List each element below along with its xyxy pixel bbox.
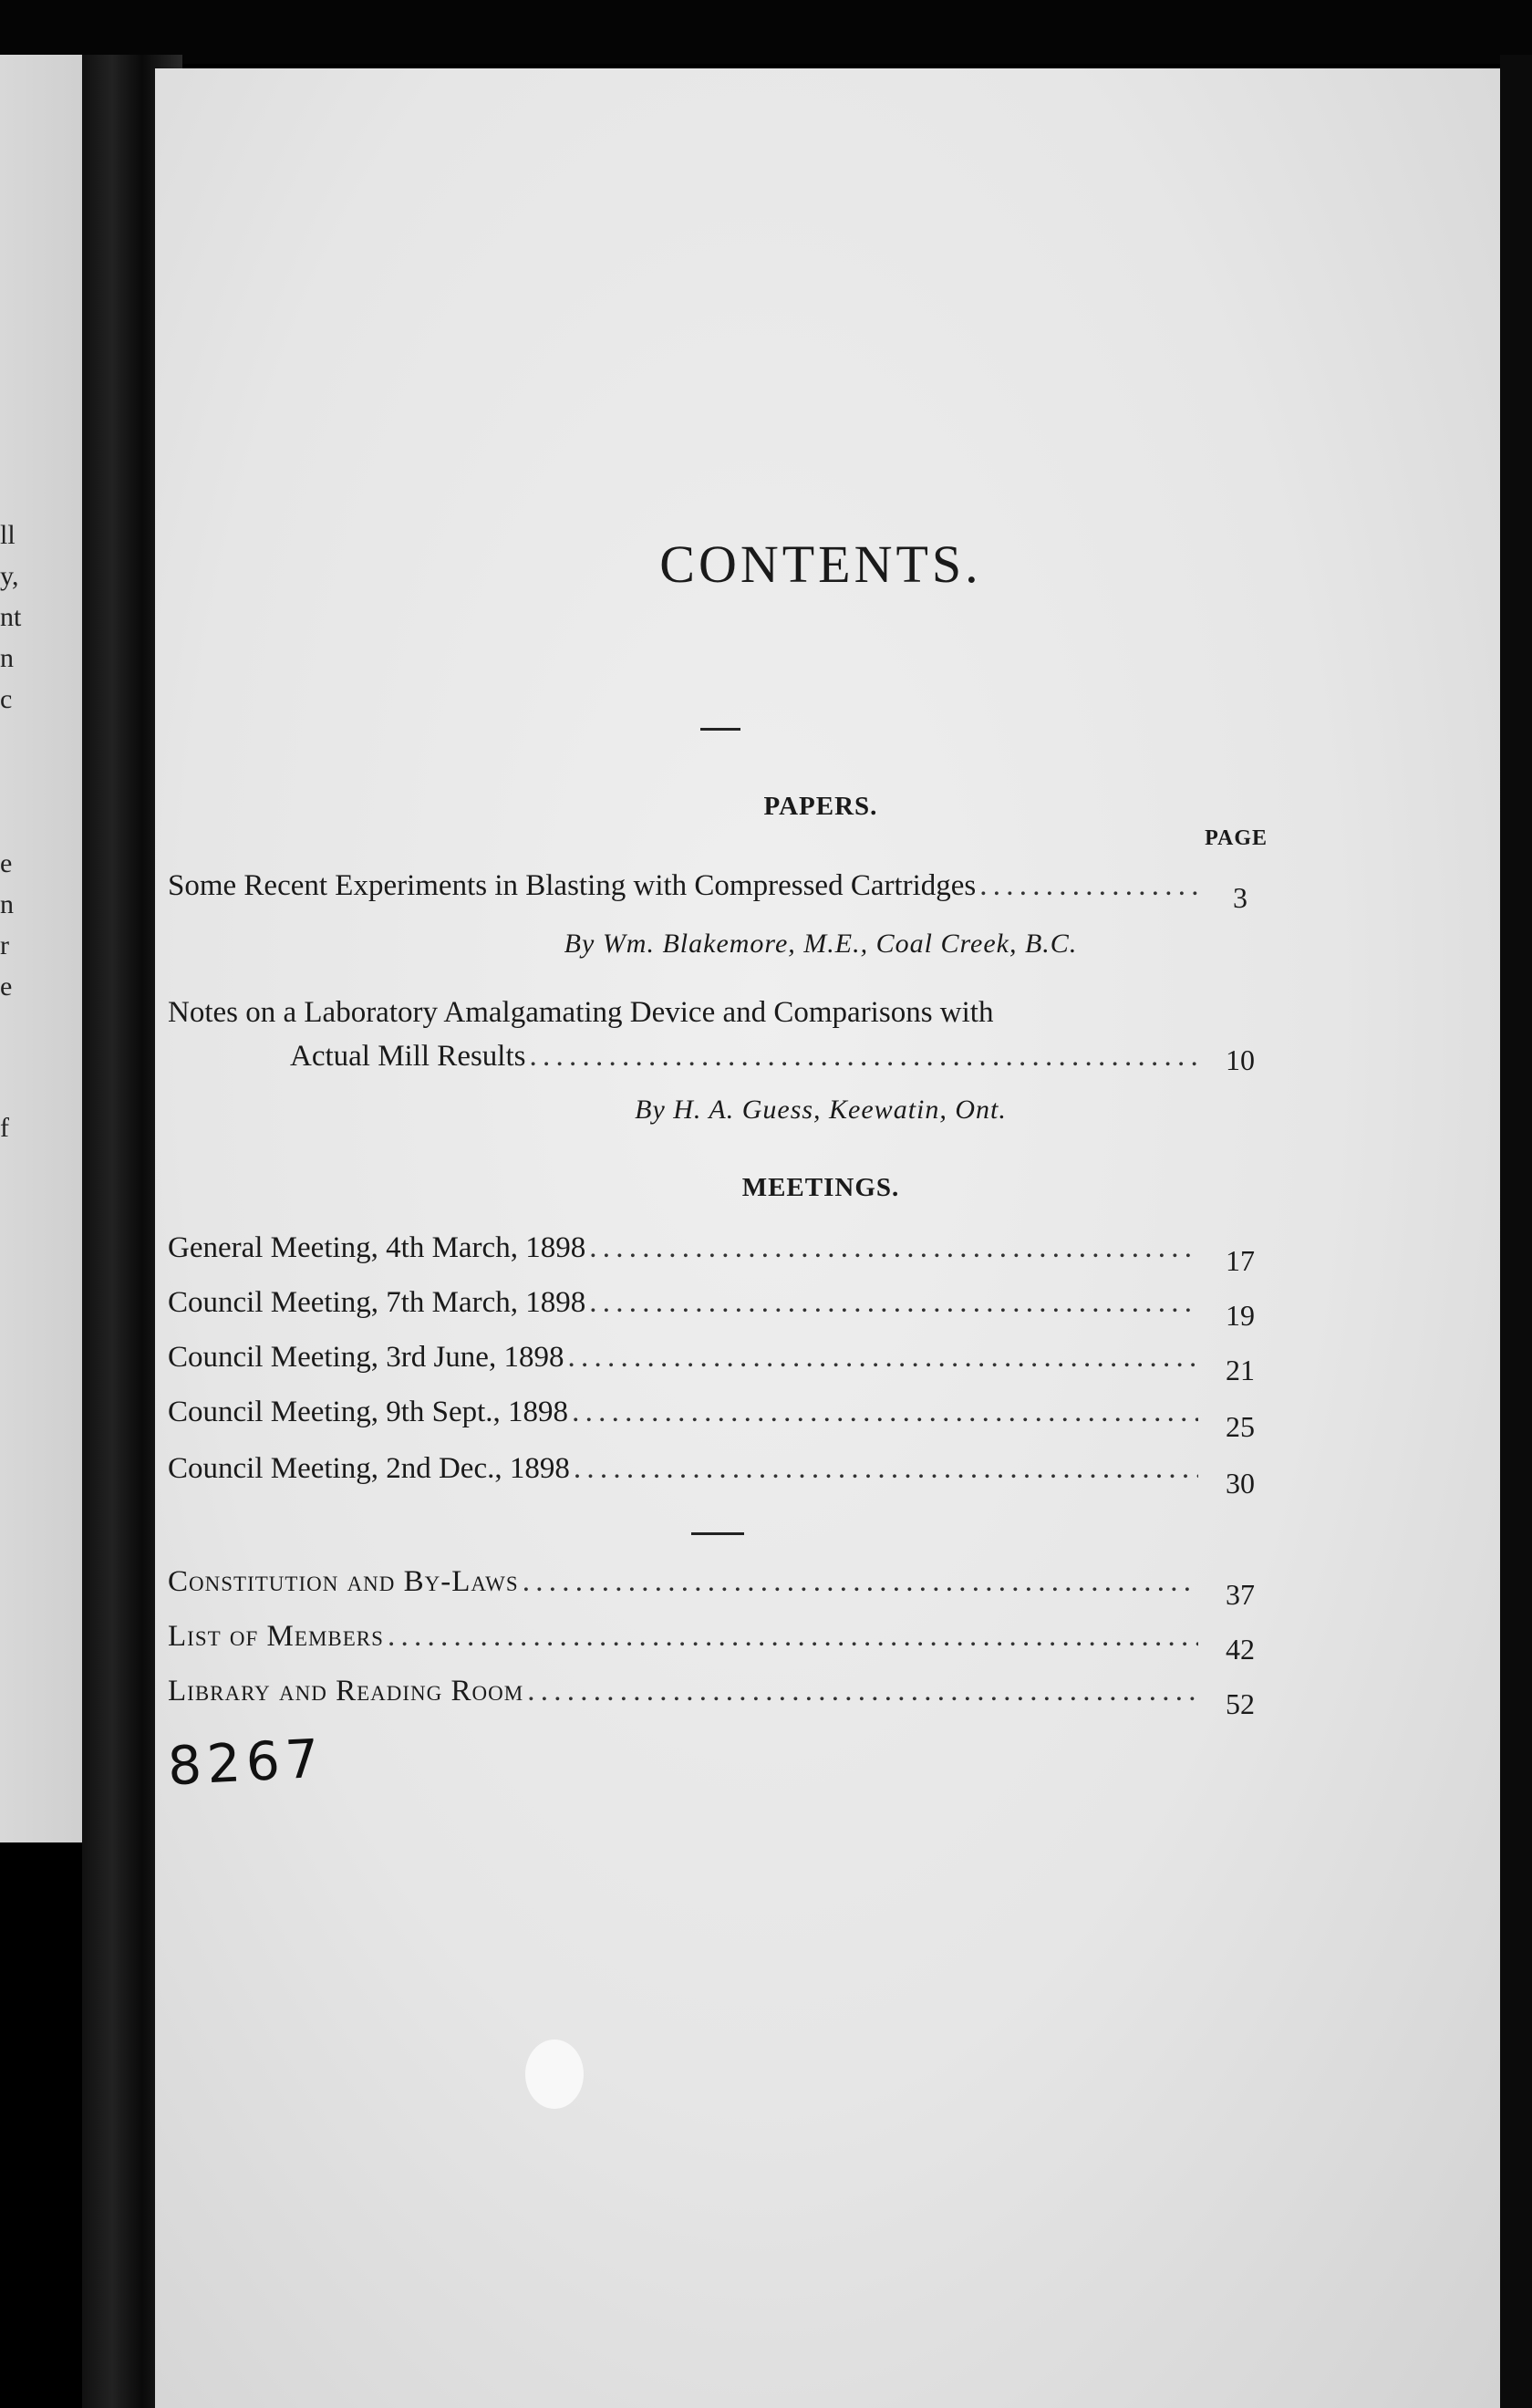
toc-entry[interactable] (168, 1396, 1198, 1429)
toc-entry[interactable] (290, 1040, 1198, 1074)
entry-title: Council Meeting, 3rd June, 1898 (168, 1341, 564, 1374)
leader-dots (979, 869, 1198, 903)
leader-dots (572, 1396, 1198, 1429)
leader-dots (589, 1286, 1198, 1320)
entry-title: Council Meeting, 2nd Dec., 1898 (168, 1452, 570, 1485)
fragment-text: e (0, 971, 13, 1002)
toc-entry[interactable] (168, 1565, 1198, 1599)
page-number: 17 (1226, 1244, 1255, 1277)
page-column-label: PAGE (1205, 826, 1268, 850)
page-number: 19 (1226, 1299, 1255, 1332)
leader-dots (527, 1675, 1198, 1708)
entry-title: Council Meeting, 7th March, 1898 (168, 1286, 586, 1319)
fragment-text: y, (0, 561, 19, 591)
scan-border-right (1500, 55, 1532, 2408)
page-number: 25 (1226, 1410, 1255, 1443)
entry-title: General Meeting, 4th March, 1898 (168, 1231, 586, 1264)
page-number: 42 (1226, 1633, 1255, 1666)
entry-title: Some Recent Experiments in Blasting with Compressed Cartridges (168, 869, 977, 902)
page-number: 21 (1226, 1354, 1255, 1386)
divider (700, 728, 740, 731)
page-number: 30 (1226, 1467, 1255, 1500)
library-stamp-blot (525, 2040, 584, 2109)
page-number: 10 (1226, 1043, 1255, 1076)
page-number: 52 (1226, 1687, 1255, 1720)
section-heading-meetings: MEETINGS. (741, 1173, 900, 1202)
byline: By Wm. Blakemore, M.E., Coal Creek, B.C. (564, 929, 1078, 959)
entry-title: Constitution and By-Laws (168, 1565, 519, 1598)
leader-dots (567, 1341, 1198, 1375)
toc-entry[interactable] (168, 1620, 1198, 1654)
toc-entry[interactable] (168, 869, 1198, 903)
fragment-text: n (0, 889, 14, 919)
leader-dots (574, 1452, 1198, 1486)
entry-title: Actual Mill Results (290, 1040, 526, 1073)
toc-entry[interactable] (168, 1286, 1198, 1320)
divider (691, 1532, 744, 1535)
scan-border (0, 0, 1532, 64)
toc-entry[interactable] (168, 1231, 1198, 1265)
entry-title: List of Members (168, 1620, 384, 1653)
toc-entry-line1[interactable]: Notes on a Laboratory Amalgamating Device and Comparisons with (168, 996, 994, 1029)
toc-entry[interactable] (168, 1675, 1198, 1708)
toc-entry[interactable] (168, 1452, 1198, 1486)
leader-dots (589, 1231, 1198, 1265)
fragment-text: r (0, 930, 9, 960)
toc-entry[interactable] (168, 1341, 1198, 1375)
fragment-text: ll (0, 520, 16, 550)
handwritten-accession-number: 8267 (166, 1727, 326, 1798)
leader-dots (388, 1620, 1198, 1654)
fragment-text: c (0, 684, 13, 714)
page-number: 3 (1233, 881, 1247, 914)
fragment-text: n (0, 643, 14, 673)
entry-title: Council Meeting, 9th Sept., 1898 (168, 1396, 569, 1428)
page-number: 37 (1226, 1578, 1255, 1611)
fragment-text: e (0, 848, 13, 878)
leader-dots (530, 1040, 1199, 1074)
byline: By H. A. Guess, Keewatin, Ont. (635, 1095, 1007, 1125)
page-title: CONTENTS. (659, 535, 982, 594)
section-heading-papers: PAPERS. (763, 792, 878, 821)
entry-title: Library and Reading Room (168, 1675, 524, 1707)
fragment-text: f (0, 1113, 9, 1143)
leader-dots (523, 1565, 1198, 1599)
fragment-text: nt (0, 602, 22, 632)
